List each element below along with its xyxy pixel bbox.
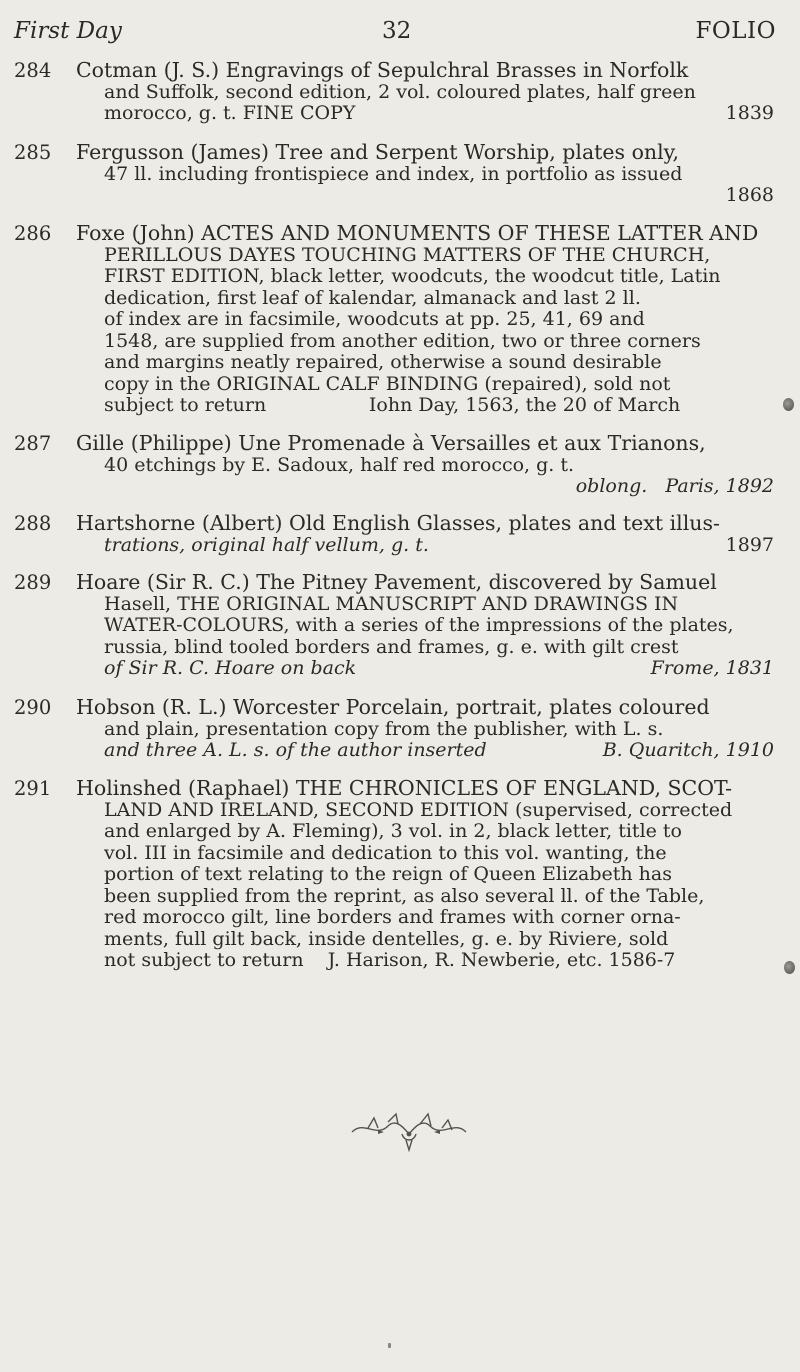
description-line xyxy=(76,103,774,125)
lot-entry-287 xyxy=(14,433,774,498)
margin-mark-icon xyxy=(783,398,794,411)
description-line: dedication, first leaf of kalendar, almanack and last 2 ll. xyxy=(104,286,641,309)
description-line: WATER-COLOURS, with a series of the impressions of the plates, xyxy=(104,614,734,636)
lot-entry-290 xyxy=(14,697,774,762)
description-line xyxy=(76,535,774,557)
lot-entry-285 xyxy=(14,142,774,207)
description-line: Hoare (Sir R. C.) The Pitney Pavement, discovered by Samuel xyxy=(76,570,717,594)
description-line: Gille (Philippe) Une Promenade à Versailles et aux Trianons, xyxy=(76,431,706,455)
page-number: 32 xyxy=(382,18,412,44)
description-line: 47 ll. including frontispiece and index, in portfolio as issued xyxy=(104,162,683,185)
lot-description xyxy=(76,142,774,207)
description-line: portion of text relating to the reign of Queen Elizabeth has xyxy=(104,863,672,885)
lot-number: 284 xyxy=(14,59,52,82)
description-line: and enlarged by A. Fleming), 3 vol. in 2, black letter, title to xyxy=(104,820,682,842)
description-line: red morocco gilt, line borders and frames with corner orna- xyxy=(104,906,681,928)
lot-number: 290 xyxy=(14,696,52,719)
description-line: Foxe (John) ACTES AND MONUMENTS OF THESE LATTER AND xyxy=(76,221,759,245)
lot-year: 1839 xyxy=(725,102,774,124)
lot-year: B. Quaritch, 1910 xyxy=(602,739,774,761)
description-line: 40 etchings by E. Sadoux, half red morocco, g. t. xyxy=(104,453,575,476)
description-line: FIRST EDITION, black letter, woodcuts, the woodcut title, Latin xyxy=(104,265,721,287)
format-label: FOLIO xyxy=(695,18,776,44)
lot-entry-288 xyxy=(14,513,774,556)
page-header xyxy=(14,18,776,50)
description-line: Hobson (R. L.) Worcester Porcelain, portrait, plates coloured xyxy=(76,695,710,719)
description-text: of Sir R. C. Hoare on back xyxy=(104,657,357,679)
lot-description xyxy=(76,60,774,125)
margin-mark-icon xyxy=(784,961,795,974)
description-line: and plain, presentation copy from the publisher, with L. s. xyxy=(104,717,664,740)
description-text: and three A. L. s. of the author inserted xyxy=(104,739,487,761)
description-line: 1548, are supplied from another edition, two or three corners xyxy=(104,329,701,352)
description-line: copy in the ORIGINAL CALF BINDING (repaired), sold not xyxy=(104,372,671,395)
description-line: Hartshorne (Albert) Old English Glasses, plates and text illus- xyxy=(76,511,720,535)
lot-number: 291 xyxy=(14,777,52,800)
lot-description xyxy=(76,223,774,417)
description-line xyxy=(76,658,774,680)
description-line: not subject to return J. Harison, R. Newberie, etc. 1586-7 xyxy=(104,949,676,971)
description-text: oblong. Paris, 1892 xyxy=(575,475,774,497)
lot-description xyxy=(76,572,774,680)
lot-year: 1897 xyxy=(725,533,774,556)
lot-number: 285 xyxy=(14,141,52,164)
lot-number: 286 xyxy=(14,222,52,245)
lot-year: 1868 xyxy=(725,184,774,206)
description-line: ments, full gilt back, inside dentelles, g. e. by Riviere, sold xyxy=(104,927,669,950)
description-line: been supplied from the reprint, as also several ll. of the Table, xyxy=(104,884,705,907)
lot-description xyxy=(76,433,774,498)
description-line: russia, blind tooled borders and frames, g. e. with gilt crest xyxy=(104,635,679,658)
lot-entry-284 xyxy=(14,60,774,125)
running-head: First Day xyxy=(14,18,122,44)
description-line: PERILLOUS DAYES TOUCHING MATTERS OF THE CHURCH, xyxy=(104,243,711,266)
description-line: Fergusson (James) Tree and Serpent Worship, plates only, xyxy=(76,140,680,164)
description-line: of index are in facsimile, woodcuts at pp. 25, 41, 69 and xyxy=(104,308,645,330)
lot-entry-286 xyxy=(14,223,774,417)
description-text: morocco, g. t. FINE COPY xyxy=(104,102,356,124)
description-line: Holinshed (Raphael) THE CHRONICLES OF ENGLAND, SCOT- xyxy=(76,776,733,800)
description-line: LAND AND IRELAND, SECOND EDITION (supervised, corrected xyxy=(104,798,733,821)
description-line: and Suffolk, second edition, 2 vol. coloured plates, half green xyxy=(104,80,696,103)
description-text: trations, original half vellum, g. t. xyxy=(104,533,429,556)
lot-number: 289 xyxy=(14,571,52,594)
lot-description xyxy=(76,778,774,972)
description-line xyxy=(76,476,774,498)
printers-ornament-icon xyxy=(348,1108,470,1154)
lot-description xyxy=(76,697,774,762)
description-line: and margins neatly repaired, otherwise a sound desirable xyxy=(104,351,662,373)
description-line: Hasell, THE ORIGINAL MANUSCRIPT AND DRAWINGS IN xyxy=(104,592,679,615)
lot-number: 288 xyxy=(14,512,52,535)
lot-number: 287 xyxy=(14,432,52,455)
lot-entry-291 xyxy=(14,778,774,972)
lot-year: Frome, 1831 xyxy=(650,657,774,679)
page-speck xyxy=(388,1343,391,1348)
description-line: vol. III in facsimile and dedication to this vol. wanting, the xyxy=(104,841,667,864)
lot-entry-289 xyxy=(14,572,774,680)
description-line: subject to return Iohn Day, 1563, the 20 of March xyxy=(104,394,681,416)
description-line xyxy=(76,185,774,207)
lot-description xyxy=(76,513,774,556)
description-line xyxy=(76,740,774,762)
description-line: Cotman (J. S.) Engravings of Sepulchral Brasses in Norfolk xyxy=(76,58,689,82)
